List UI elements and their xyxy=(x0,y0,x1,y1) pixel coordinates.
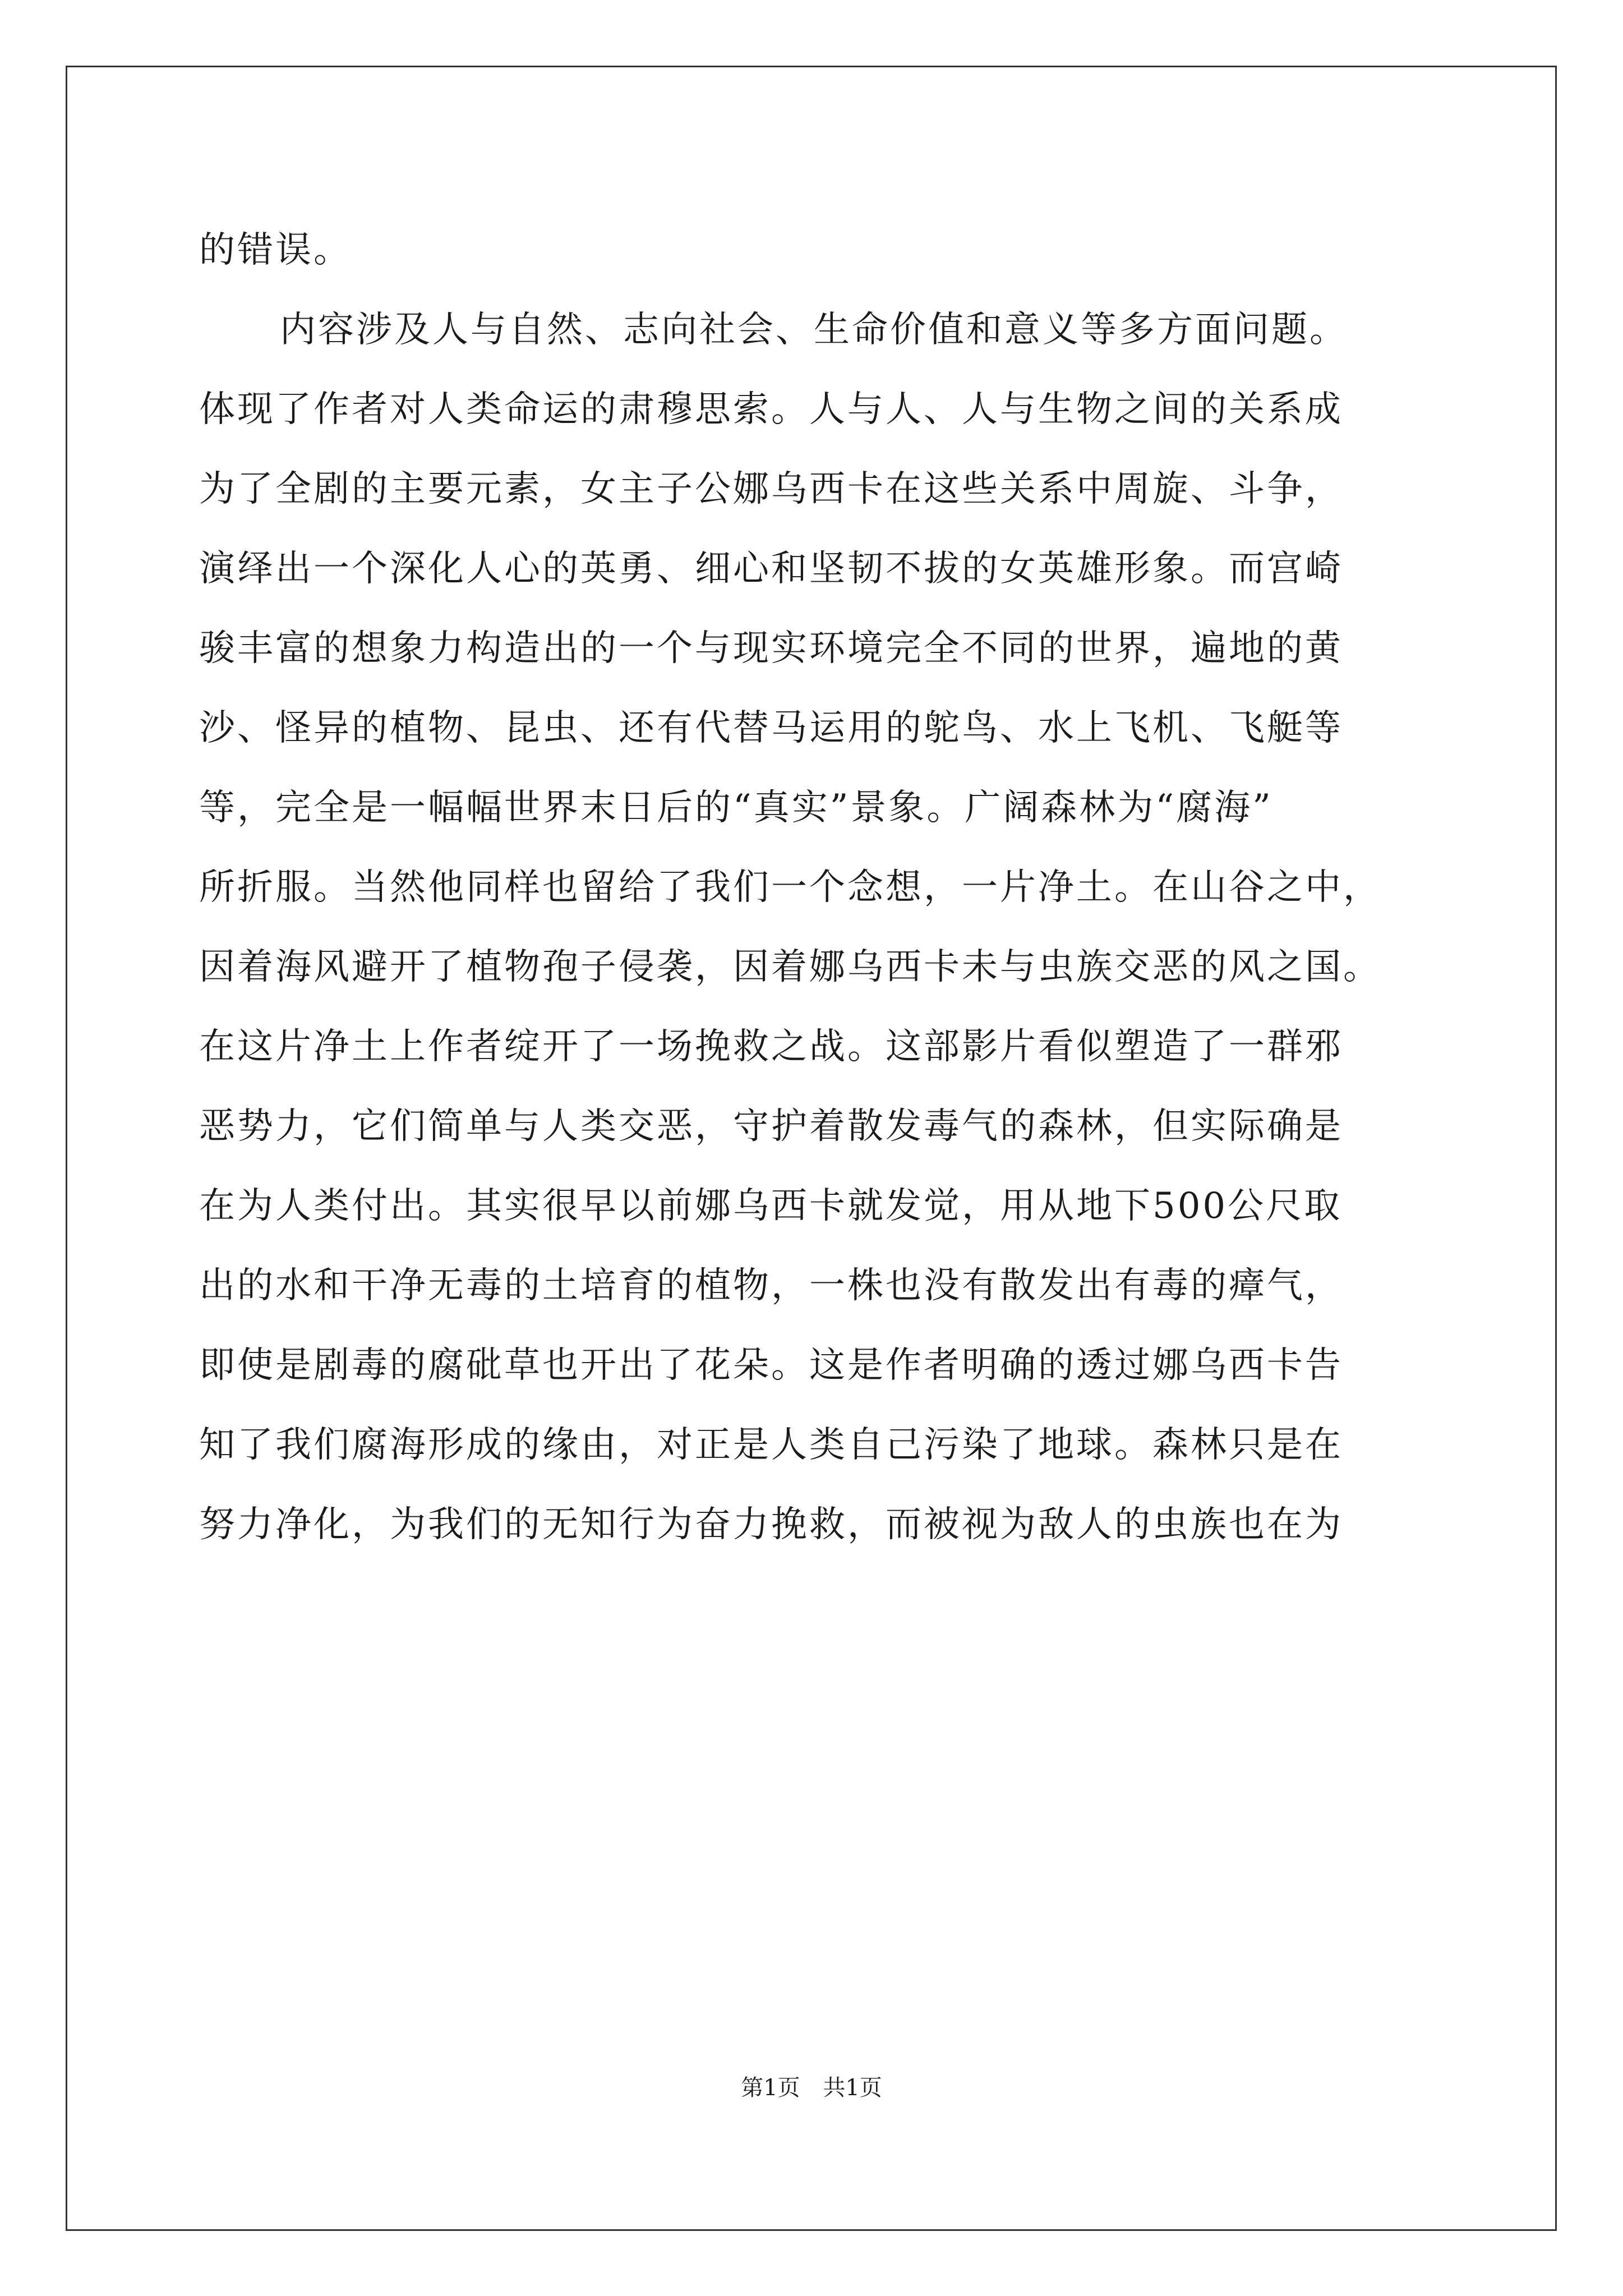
page-footer xyxy=(0,2070,1623,2102)
paragraph-first-line: 内容涉及人与自然、志向社会、生命价值和意义等多方面问题。 xyxy=(280,309,1348,351)
text-line: 骏丰富的想象力构造出的一个与现实环境完全不同的世界，遍地的黄 xyxy=(199,628,1343,669)
text-line: 为了全剧的主要元素，女主子公娜乌西卡在这些关系中周旋、斗争， xyxy=(199,468,1343,510)
text-line: 体现了作者对人类命运的肃穆思索。人与人、人与生物之间的关系成 xyxy=(199,389,1343,430)
text-line: 沙、怪异的植物、昆虫、还有代替马运用的鸵鸟、水上飞机、飞艇等 xyxy=(199,707,1343,749)
text-line: 即使是剧毒的腐砒草也开出了花朵。这是作者明确的透过娜乌西卡告 xyxy=(199,1345,1343,1386)
text-line: 出的水和干净无毒的土培育的植物，一株也没有散发出有毒的瘴气， xyxy=(199,1265,1343,1306)
text-line: 恶势力，它们简单与人类交恶，守护着散发毒气的森林，但实际确是 xyxy=(199,1106,1343,1147)
text-line: 等，完全是一幅幅世界末日后的“真实”景象。广阔森林为“腐海” xyxy=(199,787,1273,829)
text-line: 在这片净土上作者绽开了一场挽救之战。这部影片看似塑造了一群邪 xyxy=(199,1026,1343,1068)
document-body xyxy=(199,210,1433,1565)
page-total: 共1页 xyxy=(823,2075,882,2101)
text-line: 所折服。当然他同样也留给了我们一个念想，一片净土。在山谷之中， xyxy=(199,867,1381,908)
text-line: 的错误。 xyxy=(199,229,352,271)
text-line: 知了我们腐海形成的缘由，对正是人类自己污染了地球。森林只是在 xyxy=(199,1424,1343,1466)
text-line: 努力净化，为我们的无知行为奋力挽救，而被视为敌人的虫族也在为 xyxy=(199,1504,1343,1545)
text-line: 因着海风避开了植物孢子侵袭，因着娜乌西卡未与虫族交恶的风之国。 xyxy=(199,946,1381,988)
page-number: 第1页 xyxy=(741,2075,800,2101)
text-line: 在为人类付出。其实很早以前娜乌西卡就发觉，用从地下500公尺取 xyxy=(199,1185,1343,1227)
text-line: 演绎出一个深化人心的英勇、细心和坚韧不拔的女英雄形象。而宫崎 xyxy=(199,548,1343,590)
